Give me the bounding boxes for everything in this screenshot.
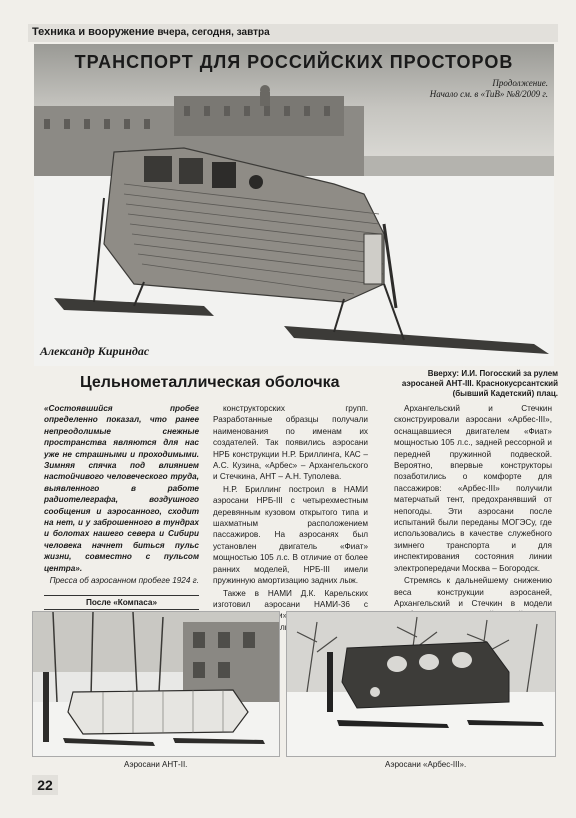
continuation-reference: Начало см. в «ТиВ» №8/2009 г. bbox=[429, 89, 548, 99]
paragraph: Архангельский и Стечкин сконструировали аэросани «Арбес-III», оснащавшиеся двигателем «Фиат» мощностью 105 л.с., задней рессорной и передней пружинной подвеской. Вероятно, впервые конструкторы позаботились о комфорте для пассажиров: «Арбес-III» получили матерчатый тент, предохранявший от непогоды. Эти аэросани после испытаний были переданы МОГЭСу, где использовались в качестве служебного зимнего транспорта и для инспектирования состояния линии электропередачи Москва – Богородск. bbox=[394, 404, 552, 573]
photo-caption-ant-ii: Аэросани АНТ-II. bbox=[124, 760, 188, 769]
paragraph: конструкторских групп. Разработанные образцы получали наименования по именам их создателей. Так появились аэросани НРБ конструкции Н.Р. Бриллинга, КАС – А.С. Кузина, «Арбес» – Архангельского и Стечкина, АНТ – А.Н. Туполева. bbox=[213, 404, 368, 482]
text-column-3 bbox=[394, 403, 552, 645]
paragraph: Н.Р. Бриллинг построил в НАМИ аэросани НРБ-III с четырехместным деревянным кузовом открытого типа и шахматным расположением пассажиров. На аэросанях был установлен двигатель «Фиат» мощностью 105 л.с. В отличие от более ранних моделей, НРБ-III имели пружинную амортизацию задних лыж. bbox=[213, 484, 368, 586]
subheading: После «Компаса» bbox=[44, 595, 199, 610]
hero-caption-line: аэросаней АНТ-III. Краснокусрсантский bbox=[401, 379, 558, 388]
hero-caption bbox=[368, 369, 558, 399]
hero-caption-line: (бывший Кадетский) плац. bbox=[452, 389, 558, 398]
magazine-title bbox=[32, 26, 270, 38]
article-title: ТРАНСПОРТ ДЛЯ РОССИЙСКИХ ПРОСТОРОВ bbox=[74, 52, 514, 72]
section-name: Техника и вооружение bbox=[32, 26, 155, 38]
continuation-line: Продолжение. bbox=[492, 78, 548, 88]
photo-ant-ii bbox=[32, 611, 280, 757]
page-number: 22 bbox=[32, 775, 58, 795]
photo-caption-arbes-iii: Аэросани «Арбес-III». bbox=[385, 760, 467, 769]
running-header bbox=[28, 24, 558, 42]
text-column-2 bbox=[213, 403, 368, 646]
paragraph: Также в НАМИ Д.К. Карельских изготовил аэросани НАМИ-36 с bbox=[213, 588, 368, 609]
aerosled-ant-ii-illustration bbox=[33, 612, 280, 757]
paragraph: Стремясь к дальнейшему снижению веса конструкции аэросаней, Архангельский и Стечкин в модели bbox=[394, 576, 552, 608]
section-heading: Цельнометаллическая оболочка bbox=[80, 374, 340, 391]
hero-caption-line: Вверху: И.И. Погосский за рулем bbox=[427, 369, 558, 378]
aerosled-arbes-iii-illustration bbox=[287, 612, 556, 757]
magazine-tagline: вчера, сегодня, завтра bbox=[157, 27, 270, 38]
lead-quote-source: Пресса об аэросанном пробеге 1924 г. bbox=[49, 576, 199, 586]
hero-photo bbox=[34, 44, 554, 366]
lead-quote: «Состоявшийся пробег определенно показал, что ранее непреодолимые снежные пространства являются для нас уже не страшными и проходимыми. Зимняя спячка под влиянием настойчивого человеческого труда, выявленного в работе радиотелеграфа, воздушного сообщения и аэросанного, сходит на нет, и у заброшенного в тундрах и болотах нашего севера и Сибири человека начнет биться пульс жизни, совместно с пульсом центра». bbox=[44, 404, 199, 573]
author-name: Александр Кириндас bbox=[40, 344, 150, 358]
continuation-note bbox=[430, 78, 548, 100]
photo-arbes-iii bbox=[286, 611, 556, 757]
